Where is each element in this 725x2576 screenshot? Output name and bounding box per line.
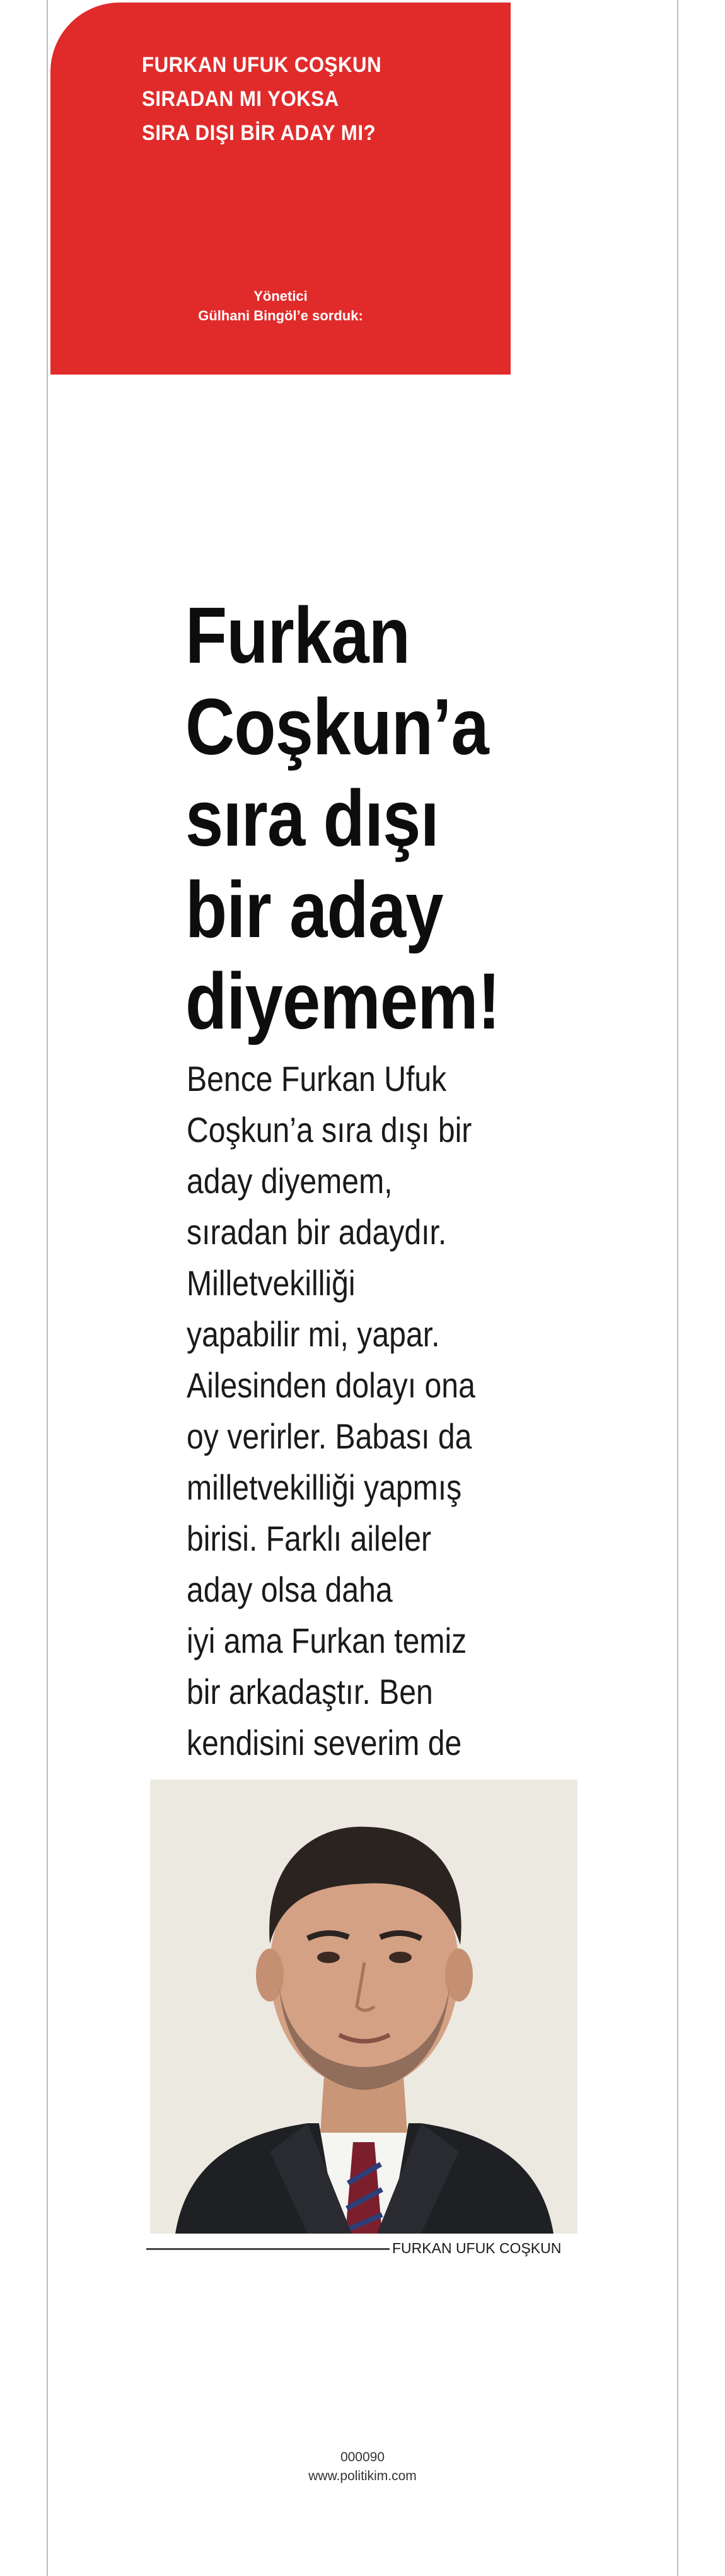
body-line: sıradan bir adaydır.: [187, 1212, 447, 1252]
caption-divider: [146, 2248, 390, 2250]
body-line: aday olsa daha: [187, 1570, 393, 1609]
page-footer: [0, 2448, 725, 2486]
banner-role: Yönetici: [253, 288, 308, 304]
body-line: aday diyemem,: [187, 1161, 393, 1201]
body-line: oy verirler. Babası da: [187, 1416, 472, 1456]
body-line: Ailesinden dolayı ona: [187, 1365, 475, 1405]
body-line: yapabilir mi, yapar.: [187, 1314, 440, 1354]
body-line: iyi ama Furkan temiz: [187, 1621, 467, 1660]
headline-line: sıra dışı: [185, 774, 439, 863]
body-line: Milletvekilliği: [187, 1263, 356, 1303]
left-column-rule: [47, 0, 48, 2576]
website-link[interactable]: www.politikim.com: [308, 2469, 417, 2483]
body-line: kendisini severim de: [187, 1723, 462, 1763]
page-number: 000090: [340, 2450, 385, 2464]
body-line: Bence Furkan Ufuk: [187, 1059, 447, 1099]
photo-caption: FURKAN UFUK COŞKUN: [392, 2240, 562, 2256]
article-body: [187, 1053, 539, 1768]
banner-headline-line: FURKAN UFUK COŞKUN: [142, 53, 382, 77]
body-line: birisi. Farklı aileler: [187, 1518, 432, 1558]
headline-line: Coşkun’a: [185, 682, 489, 771]
body-line: bir arkadaştır. Ben: [187, 1672, 433, 1711]
banner-headline: [142, 48, 467, 150]
headline-line: diyemem!: [185, 957, 501, 1046]
portrait-illustration: [150, 1780, 577, 2234]
banner-headline-line: SIRADAN MI YOKSA: [142, 87, 339, 111]
portrait-photo: [150, 1780, 577, 2234]
banner-byline: [50, 286, 511, 325]
header-banner: [50, 3, 511, 375]
headline-line: Furkan: [185, 591, 410, 680]
headline-line: bir aday: [185, 865, 443, 954]
banner-headline-line: SIRA DIŞI BİR ADAY MI?: [142, 121, 376, 145]
banner-author: Gülhani Bingöl’e sorduk:: [198, 308, 363, 323]
body-line: Coşkun’a sıra dışı bir: [187, 1110, 472, 1150]
article-headline: [185, 590, 565, 1047]
right-column-rule: [677, 0, 678, 2576]
body-line: milletvekilliği yapmış: [187, 1467, 462, 1507]
